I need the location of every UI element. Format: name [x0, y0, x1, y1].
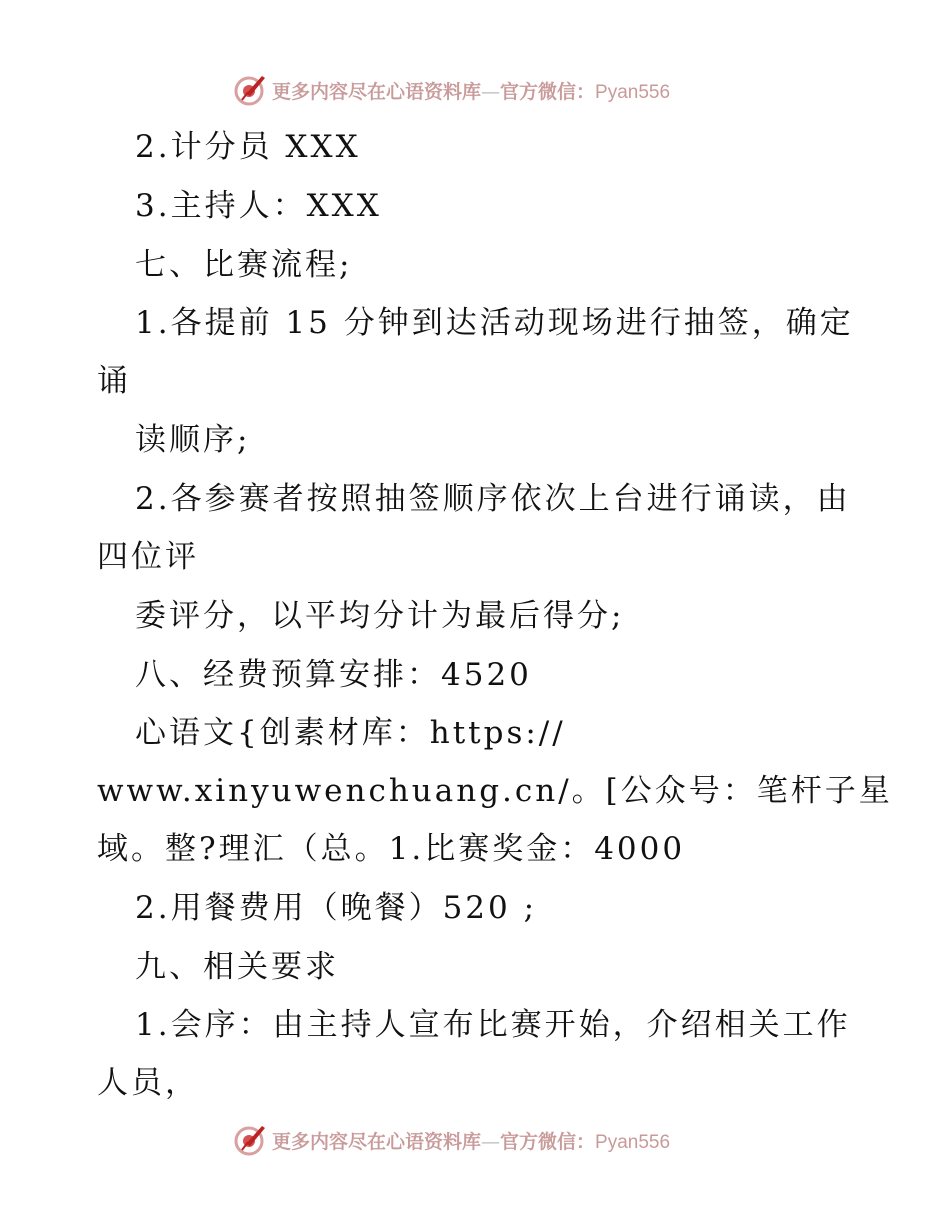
text-line: www.xinyuwenchuang.cn/。[公众号：笔杆子星	[97, 773, 893, 809]
quill-seal-icon	[232, 72, 268, 108]
watermark-separator: —	[481, 1130, 501, 1153]
text-line: 诵	[97, 363, 131, 399]
quill-seal-icon	[232, 1122, 268, 1158]
text-line: 域。整?理汇（总。1.比赛奖金：4000	[97, 831, 686, 867]
text-line: 2.用餐费用（晚餐）520 ;	[135, 890, 538, 926]
watermark-wechat-id: Pyan556	[595, 1131, 671, 1153]
text-line: 读顺序;	[135, 422, 251, 458]
text-line: 1.会序：由主持人宣布比赛开始，介绍相关工作	[135, 1007, 851, 1043]
section-heading: 七、比赛流程;	[135, 247, 353, 283]
text-line: 2.各参赛者按照抽签顺序依次上台进行诵读，由	[135, 481, 851, 517]
watermark-brand: 更多内容尽在心语资料库	[272, 1130, 482, 1153]
text-line: 1.各提前 15 分钟到达活动现场进行抽签，确定	[135, 305, 854, 341]
header-watermark	[232, 72, 670, 108]
footer-watermark	[232, 1122, 670, 1158]
text-line: 人员，	[97, 1065, 199, 1101]
watermark-wechat-id: Pyan556	[595, 81, 671, 103]
text-line: 四位评	[97, 539, 199, 575]
watermark-brand: 更多内容尽在心语资料库	[272, 80, 482, 103]
section-heading: 九、相关要求	[135, 949, 339, 985]
text-line: 2.计分员 XXX	[135, 129, 361, 165]
watermark-separator: —	[481, 80, 501, 103]
text-line: 3.主持人：XXX	[135, 188, 382, 224]
text-line: 心语文{创素材库：https://	[135, 715, 566, 751]
watermark-wechat-label: 官方微信：	[500, 1130, 596, 1153]
text-line: 委评分，以平均分计为最后得分;	[135, 598, 625, 634]
watermark-wechat-label: 官方微信：	[500, 80, 596, 103]
section-heading: 八、经费预算安排：4520	[135, 657, 532, 693]
